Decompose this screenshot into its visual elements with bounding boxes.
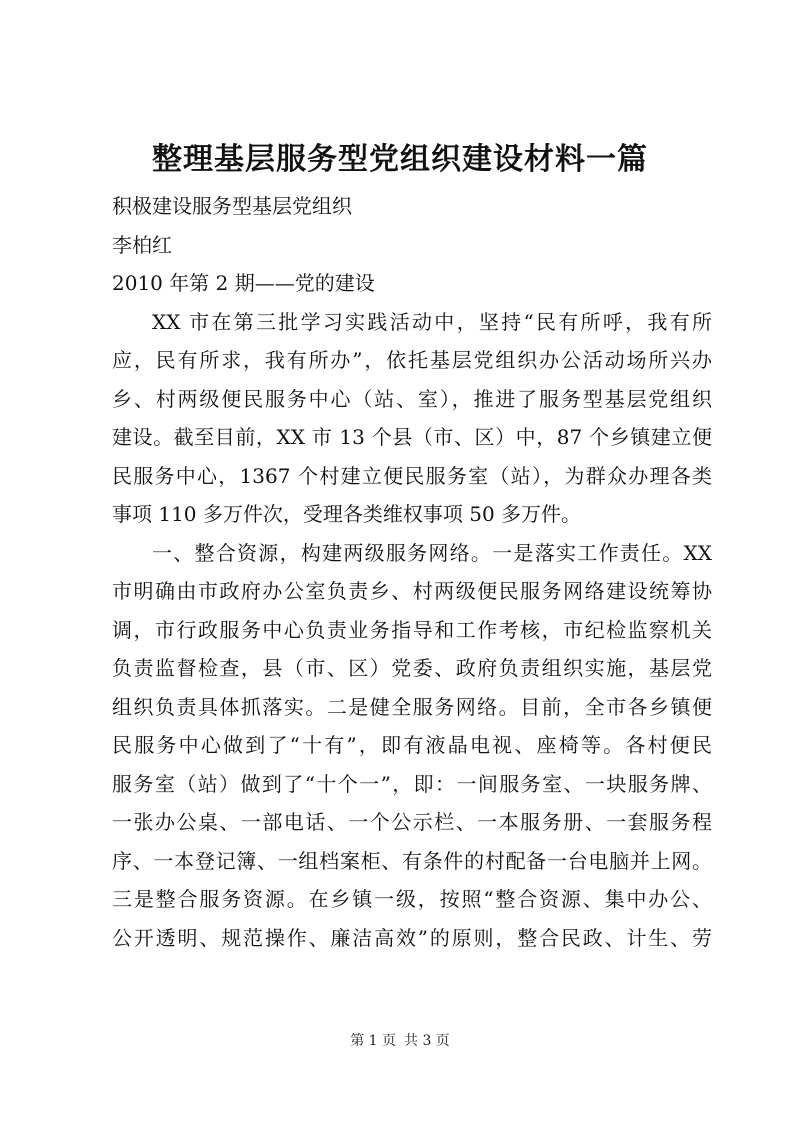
- paragraph-1-line-6: 事项 110 多万件次，受理各类维权事项 50 多万件。: [112, 502, 582, 526]
- paragraph-2-line-7: 服务室（站）做到了“十个一”，即：一间服务室、一块服务牌、: [112, 771, 712, 796]
- paragraph-1-line-5: 民服务中心，1367 个村建立便民服务室（站），为群众办理各类: [112, 463, 712, 488]
- paragraph-2-line-4: 负责监督检查，县（市、区）党委、政府负责组织实施，基层党: [112, 656, 712, 680]
- paragraph-1-line-2: 应，民有所求，我有所办”，依托基层党组织办公活动场所兴办: [112, 348, 712, 372]
- paragraph-2-line-1: 一、整合资源，构建两级服务网络。一是落实工作责任。XX: [152, 540, 712, 565]
- document-title: 整理基层服务型党组织建设材料一篇: [152, 142, 648, 177]
- paragraph-2-line-8: 一张办公桌、一部电话、一个公示栏、一本服务册、一套服务程: [112, 810, 712, 834]
- paragraph-2-line-3: 调，市行政服务中心负责业务指导和工作考核，市纪检监察机关: [112, 617, 712, 642]
- source-line: 2010 年第 2 期——党的建设: [112, 271, 375, 295]
- paragraph-1-line-1: XX 市在第三批学习实践活动中，坚持“民有所呼，我有所: [152, 309, 712, 334]
- paragraph-2-line-2: 市明确由市政府办公室负责乡、村两级便民服务网络建设统筹协: [112, 579, 712, 603]
- page-footer: [0, 1031, 800, 1051]
- paragraph-2-line-10: 三是整合服务资源。在乡镇一级，按照“整合资源、集中办公、: [112, 887, 712, 911]
- paragraph-2-line-5: 组织负责具体抓落实。二是健全服务网络。目前，全市各乡镇便: [112, 694, 712, 719]
- page-number-current: 第 1 页: [350, 1033, 396, 1049]
- paragraph-2-line-11: 公开透明、规范操作、廉洁高效”的原则，整合民政、计生、劳: [112, 925, 712, 950]
- paragraph-2-line-6: 民服务中心做到了“十有”，即有液晶电视、座椅等。各村便民: [112, 733, 712, 757]
- document-body: [112, 187, 712, 957]
- paragraph-2-line-9: 序、一本登记簿、一组档案柜、有条件的村配备一台电脑并上网。: [112, 848, 712, 873]
- author-line: 李柏红: [112, 232, 172, 257]
- article-title-line: 积极建设服务型基层党组织: [112, 194, 352, 218]
- paragraph-1-line-4: 建设。截至目前，XX 市 13 个县（市、区）中，87 个乡镇建立便: [112, 425, 712, 449]
- page-number-total: 共 3 页: [404, 1033, 450, 1049]
- paragraph-1-line-3: 乡、村两级便民服务中心（站、室），推进了服务型基层党组织: [112, 386, 712, 411]
